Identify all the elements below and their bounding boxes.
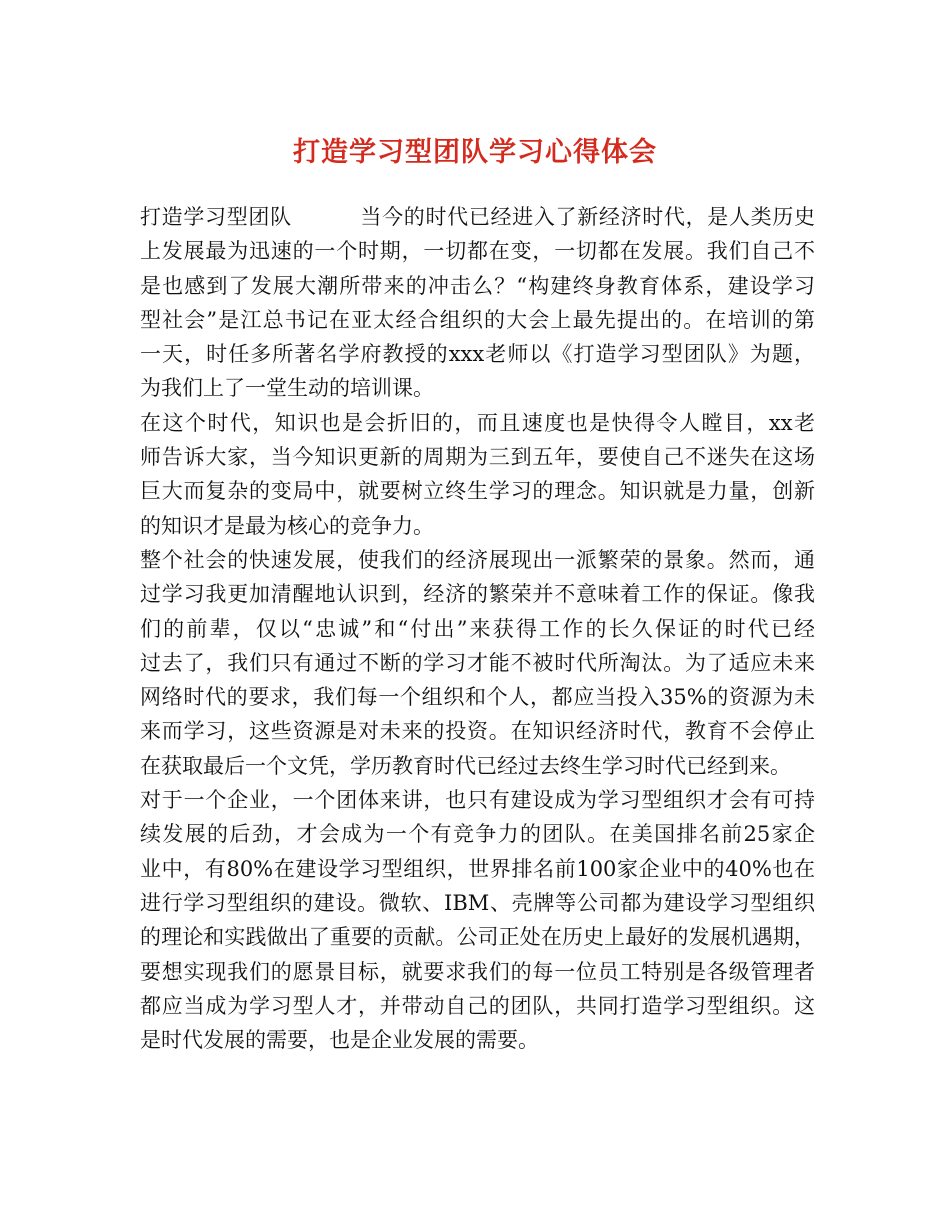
text-line: 上发展最为迅速的一个时期，一切都在变，一切都在发展。我们自己不 xyxy=(140,239,815,264)
text-line: 们的前辈，仅以“忠诚”和“付出”来获得工作的长久保证的时代已经 xyxy=(140,616,815,641)
text-line: 师告诉大家，当今知识更新的周期为三到五年，要使自己不迷失在这场 xyxy=(140,445,815,470)
text-line: 型社会”是江总书记在亚太经合组织的大会上最先提出的。在培训的第 xyxy=(140,307,815,332)
text-line xyxy=(140,200,815,234)
text-line: 来而学习，这些资源是对未来的投资。在知识经济时代，教育不会停止 xyxy=(140,719,815,744)
text-line: 巨大而复杂的变局中，就要树立终生学习的理念。知识就是力量，创新 xyxy=(140,479,815,504)
text-line: 都应当成为学习型人才，并带动自己的团队，共同打造学习型组织。这 xyxy=(140,993,815,1018)
subtitle-label: 打造学习型团队 xyxy=(140,205,292,229)
text-line: 的理论和实践做出了重要的贡献。公司正处在历史上最好的发展机遇期， xyxy=(140,925,815,950)
text-line: 是时代发展的需要，也是企业发展的需要。 xyxy=(140,1028,539,1053)
text-line: 过去了，我们只有通过不断的学习才能不被时代所淘汰。为了适应未来 xyxy=(140,650,815,675)
text-line: 业中，有80%在建设学习型组织，世界排名前100家企业中的40%也在 xyxy=(140,856,815,881)
text-line: 是也感到了发展大潮所带来的冲击么？“构建终身教育体系，建设学习 xyxy=(140,273,815,298)
text-line: 一天，时任多所著名学府教授的xxx老师以《打造学习型团队》为题， xyxy=(140,342,815,367)
text-line: 对于一个企业，一个团体来讲，也只有建设成为学习型组织才会有可持 xyxy=(140,788,815,813)
text-line: 续发展的后劲，才会成为一个有竞争力的团队。在美国排名前25家企 xyxy=(140,822,815,847)
text-line: 在获取最后一个文凭，学历教育时代已经过去终生学习时代已经到来。 xyxy=(140,753,791,778)
text-line: 整个社会的快速发展，使我们的经济展现出一派繁荣的景象。然而，通 xyxy=(140,547,815,572)
text-line: 进行学习型组织的建设。微软、IBM、壳牌等公司都为建设学习型组织 xyxy=(140,890,815,915)
text-line: 要想实现我们的愿景目标，就要求我们的每一位员工特别是各级管理者 xyxy=(140,959,815,984)
document-title: 打造学习型团队学习心得体会 xyxy=(293,137,657,168)
text-line: 的知识才是最为核心的竞争力。 xyxy=(140,513,434,538)
text-line: 为我们上了一堂生动的培训课。 xyxy=(140,376,434,401)
text-line-content: 当今的时代已经进入了新经济时代，是人类历史 xyxy=(359,205,815,229)
document-body xyxy=(140,200,815,1057)
text-line: 网络时代的要求，我们每一个组织和个人，都应当投入35%的资源为未 xyxy=(140,685,815,710)
text-line: 过学习我更加清醒地认识到，经济的繁荣并不意味着工作的保证。像我 xyxy=(140,582,815,607)
text-line: 在这个时代，知识也是会折旧的，而且速度也是快得令人瞠目，xx老 xyxy=(140,410,815,435)
